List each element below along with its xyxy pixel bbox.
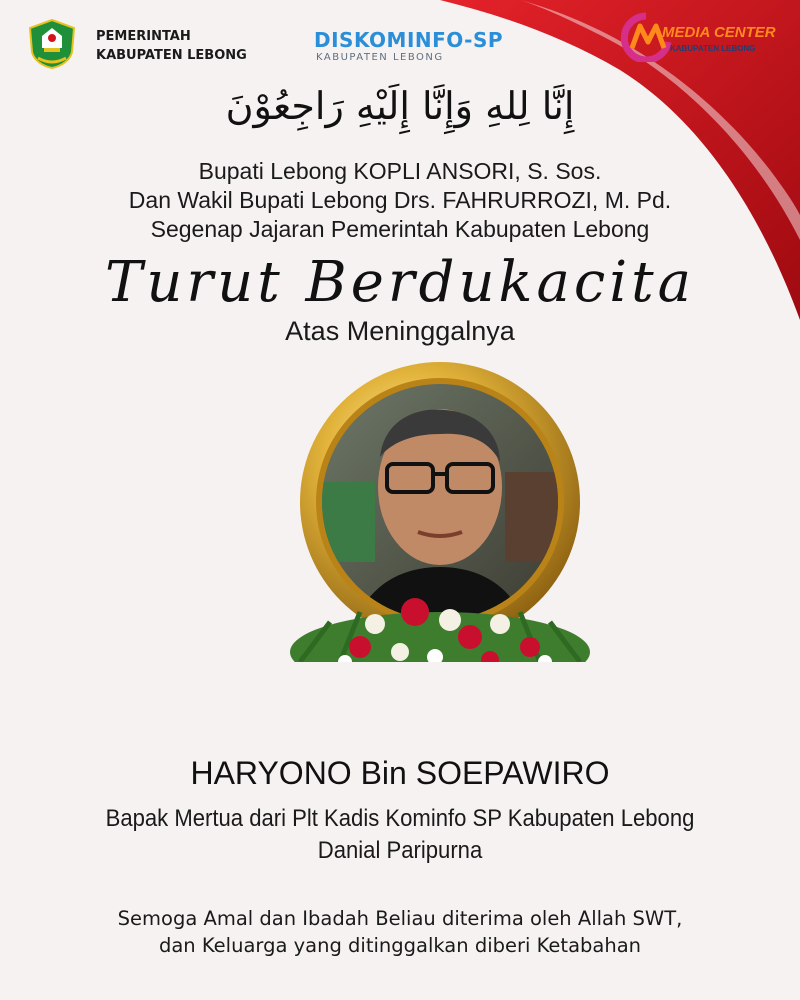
media-center-subtitle: KABUPATEN LEBONG [670, 44, 756, 53]
diskominfo-subtitle: KABUPATEN LEBONG [316, 52, 444, 63]
condoler-line: Dan Wakil Bupati Lebong Drs. FAHRURROZI, M. Pd. [128, 187, 672, 213]
condoler-line: Segenap Jajaran Pemerintah Kabupaten Lebong [150, 216, 650, 242]
relation-text [32, 803, 768, 867]
government-line1: PEMERINTAH [96, 29, 191, 44]
diskominfo-logo [314, 28, 550, 68]
header [0, 0, 800, 90]
media-center-title: MEDIA CENTER [662, 24, 776, 41]
relation-line: Danial Paripurna [317, 837, 483, 864]
prayer-line: Semoga Amal dan Ibadah Beliau diterima oleh Allah SWT, [117, 907, 683, 930]
prayer-line: dan Keluarga yang ditinggalkan diberi Ketabahan [158, 934, 642, 957]
government-name [96, 27, 247, 65]
lebong-regency-emblem-icon [26, 18, 78, 70]
arabic-phrase: إِنَّا لِلهِ وَإِنَّا إِلَيْهِ رَاجِعُوْنَ [225, 84, 575, 128]
government-line2: KABUPATEN LEBONG [96, 48, 247, 63]
media-center-logo [618, 12, 778, 62]
condoler-line: Bupati Lebong KOPLI ANSORI, S. Sos. [198, 158, 602, 184]
prayer-text [0, 905, 800, 959]
condolers-list [0, 157, 800, 244]
portrait-frame [290, 362, 590, 662]
deceased-name: HARYONO Bin SOEPAWIRO [190, 755, 610, 791]
diskominfo-title: DISKOMINFO-SP [314, 28, 504, 52]
subheadline: Atas Meninggalnya [285, 316, 515, 346]
headline: Turut Berdukacita [104, 250, 696, 315]
relation-line: Bapak Mertua dari Plt Kadis Kominfo SP Kabupaten Lebong [105, 805, 695, 832]
